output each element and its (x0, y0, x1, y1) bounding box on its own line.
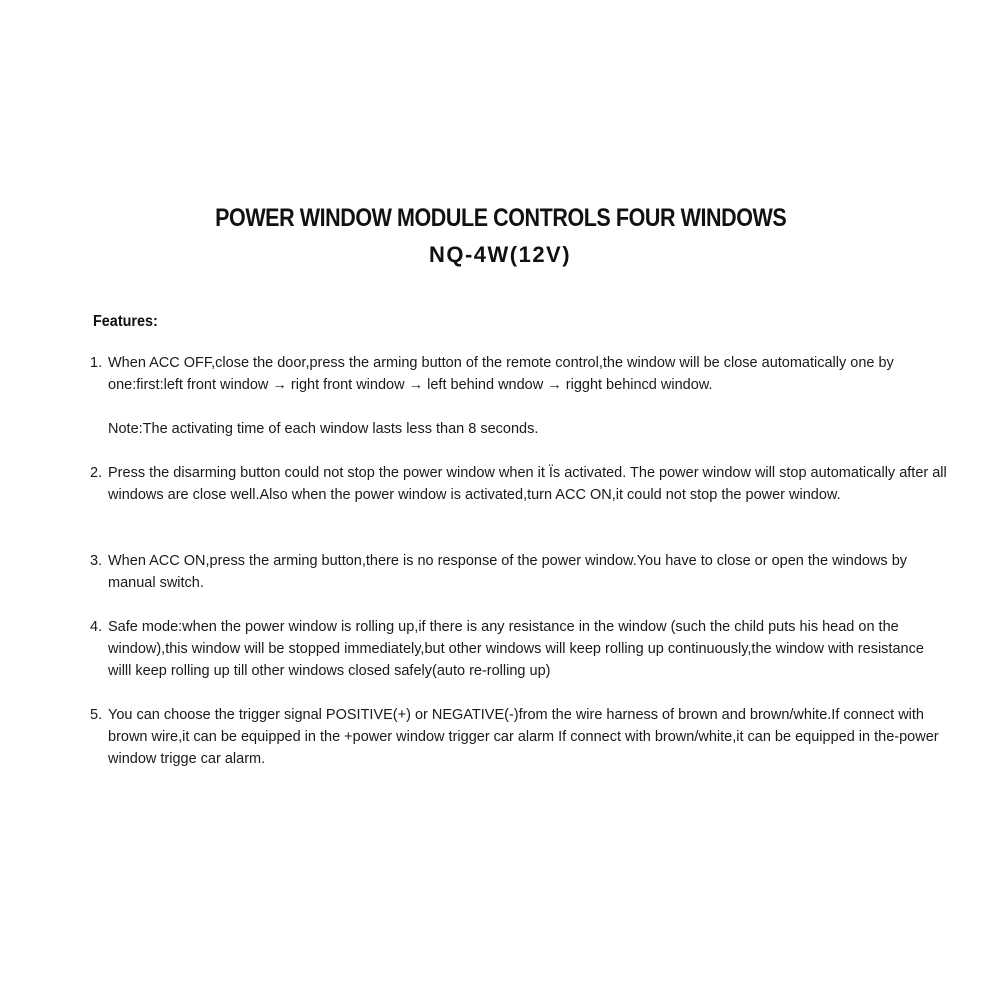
feature-note: Note:The activating time of each window lasts less than 8 seconds. (108, 421, 539, 437)
feature-item-1 (90, 352, 950, 396)
feature-number: 3. (90, 553, 103, 569)
document-title: POWER WINDOW MODULE CONTROLS FOUR WINDOWS (215, 204, 787, 232)
feature-text: When ACC ON,press the arming button,there is no response of the power window.You have to close or open the windows by manual switch. (108, 553, 908, 591)
feature-text: Press the disarming button could not stop the power window when it Ïs activated. The power window will stop automatically after all windows are close well.Also when the power window is activated,turn ACC ON,it could not stop the power window. (108, 465, 947, 503)
feature-text: You can choose the trigger signal POSITIVE(+) or NEGATIVE(-)from the wire harness of brown and brown/white.If connect with brown wire,it can be equipped in the +power window trigger car alarm If connect with brown/white,it can be equipped in the-power window trigge car alarm. (108, 707, 939, 767)
feature-item-2 (90, 462, 950, 506)
feature-number: 2. (90, 465, 103, 481)
feature-item-5 (90, 704, 950, 770)
feature-item-3 (90, 550, 950, 594)
feature-text: When ACC OFF,close the door,press the arming button of the remote control,the window will be close automatically one by one:first:left front window → right front window → left behind wndow → rigght behincd window. (108, 355, 894, 393)
feature-number: 1. (90, 355, 103, 371)
features-heading: Features: (93, 313, 158, 330)
model-number: NQ-4W(12V) (428, 242, 572, 267)
feature-number: 4. (90, 619, 103, 635)
feature-number: 5. (90, 707, 103, 723)
feature-item-4 (90, 616, 950, 682)
feature-text: Safe mode:when the power window is rolling up,if there is any resistance in the window (such the child puts his head on the window),this window will be stopped immediately,but other windows will keep rolling up continuously,the window with resistance willl keep rolling up till other windows closed safely(auto re-rolling up) (108, 619, 924, 679)
